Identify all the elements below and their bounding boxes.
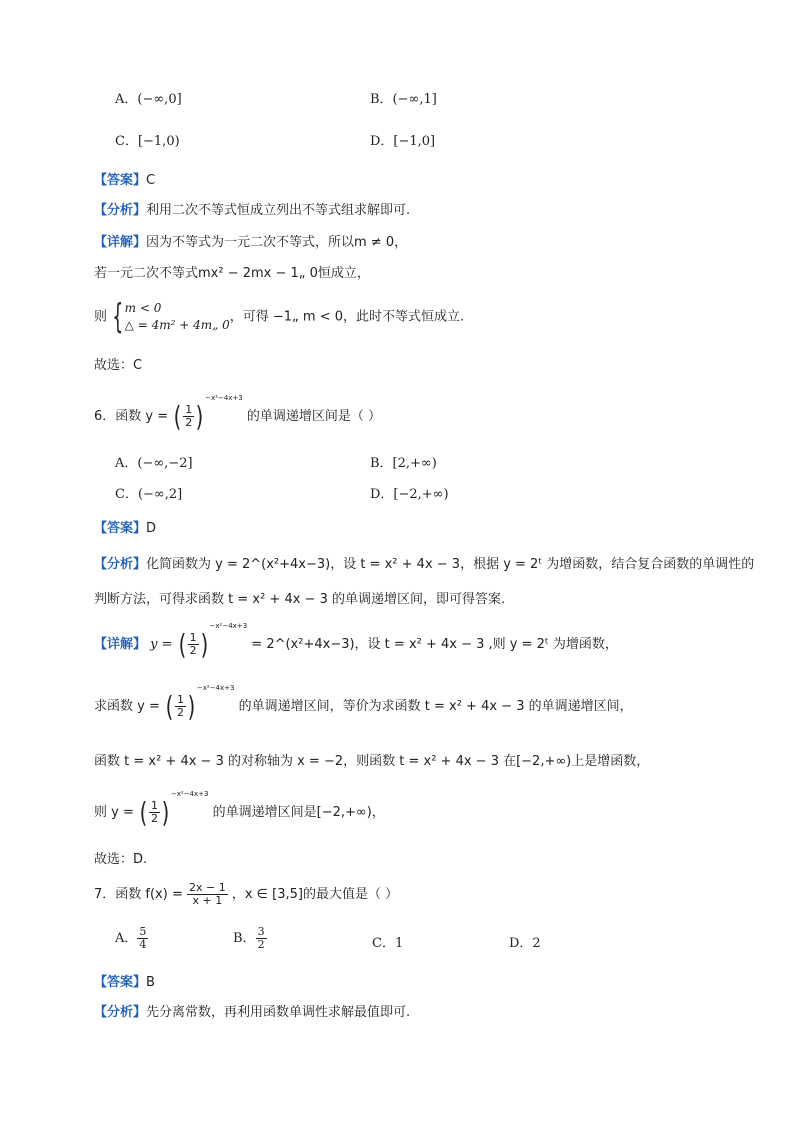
- q7-analysis: [94, 1002, 410, 1023]
- option-label: A．: [115, 931, 138, 946]
- left-paren: (: [139, 795, 148, 829]
- fraction: [175, 694, 186, 719]
- q6-detail-3: 函数 t = x² + 4x − 3 的对称轴为 x = −2，则函数 t = x² + 4x − 3 在[−2,+∞)上是增函数，: [94, 754, 650, 769]
- q5-option-c: C．[−1,0): [115, 134, 180, 149]
- q6-detail-4: [94, 790, 385, 829]
- q7-option-c: C．1: [372, 936, 404, 951]
- frac-den: 2: [189, 644, 197, 657]
- left-paren: (: [165, 689, 174, 723]
- frac-den: 4: [139, 938, 147, 951]
- q6-stem-pre: 6．函数 y =: [94, 409, 169, 424]
- answer-value: D: [146, 521, 157, 536]
- left-paren: (: [178, 627, 186, 661]
- detail4-post: 的单调递增区间是[−2,+∞)，: [212, 805, 385, 820]
- q5-choose: 故选：C: [94, 358, 143, 373]
- answer-value: C: [146, 173, 156, 188]
- answer-tag: 【答案】: [94, 975, 147, 990]
- q7-stem: [94, 880, 398, 910]
- frac-den: 2: [257, 938, 265, 951]
- detail3-post: ，可得 −1„ m < 0，此时不等式恒成立.: [229, 309, 465, 325]
- exponent: −x²−4x+3: [209, 622, 248, 630]
- detail3-pre: 则: [94, 309, 108, 325]
- q5-analysis: [94, 200, 410, 221]
- q7-option-d: D．2: [509, 936, 541, 951]
- answer-value: B: [146, 975, 155, 990]
- q7-answer: [94, 972, 155, 993]
- frac-num: 1: [185, 403, 193, 416]
- q6-stem-post: 的单调递增区间是（ ）: [246, 409, 382, 424]
- detail4-pre: 则 y =: [94, 805, 134, 820]
- frac-num: 1: [176, 693, 184, 706]
- q5-answer: [94, 170, 155, 191]
- q6-exponent: −x²−4x+3: [205, 394, 243, 402]
- q5-detail-1: [94, 232, 407, 253]
- option-fraction: [137, 926, 148, 951]
- left-paren: (: [173, 399, 182, 433]
- q6-choose: 故选：D.: [94, 852, 148, 867]
- frac-num: 5: [139, 925, 147, 938]
- answer-tag: 【答案】: [94, 173, 147, 188]
- detail2-post: 的单调递增区间，等价为求函数 t = x² + 4x − 3 的单调递增区间，: [238, 699, 633, 714]
- frac-den: 2: [150, 812, 158, 825]
- inequality-system: [125, 300, 230, 334]
- q7-option-b: [233, 926, 267, 951]
- q5-detail-2: 若一元二次不等式mx² − 2mx − 1„ 0恒成立，: [94, 266, 370, 281]
- frac-den: 2: [176, 706, 184, 719]
- system-line-1: m < 0: [124, 301, 162, 315]
- q6-answer: [94, 518, 156, 539]
- detail-text: 因为不等式为一元二次不等式，所以m ≠ 0，: [146, 235, 408, 250]
- q6-fraction: [183, 404, 194, 429]
- analysis-tag: 【分析】: [94, 203, 147, 218]
- right-paren: ): [187, 689, 196, 723]
- detail1-post: = 2^(x²+4x−3)，设 t = x² + 4x − 3 ,则 y = 2ᵗ 为增函数，: [251, 637, 618, 652]
- frac-num: 3: [257, 925, 265, 938]
- frac-num: 1: [189, 631, 197, 644]
- q6-analysis-2: 判断方法，可得求函数 t = x² + 4x − 3 的单调递增区间，即可得答案.: [94, 592, 506, 607]
- answer-tag: 【答案】: [94, 521, 147, 536]
- option-fraction: [256, 926, 267, 951]
- frac-num: 2x − 1: [188, 881, 226, 894]
- q7-stem-post: ，x ∈ [3,5]的最大值是（ ）: [231, 887, 399, 902]
- q5-detail-3: [94, 297, 465, 337]
- q6-detail-2: [94, 684, 633, 723]
- q6-option-c: C．(−∞,2]: [115, 487, 183, 502]
- analysis-text: 化简函数为 y = 2^(x²+4x−3)，设 t = x² + 4x − 3，根据 y = 2ᵗ 为增函数，结合复合函数的单调性的: [146, 557, 755, 572]
- fraction: [149, 800, 160, 825]
- frac-den: x + 1: [192, 894, 223, 907]
- analysis-text: 先分离常数，再利用函数单调性求解最值即可.: [146, 1005, 411, 1020]
- q5-option-a: A．(−∞,0]: [115, 92, 182, 107]
- analysis-tag: 【分析】: [94, 557, 147, 572]
- q5-option-b: B．(−∞,1]: [370, 92, 437, 107]
- system-line-2: △ = 4m² + 4m„ 0: [124, 318, 230, 332]
- q6-option-a: A．(−∞,−2]: [115, 456, 193, 471]
- q7-option-a: [115, 926, 148, 951]
- fraction: [188, 632, 199, 657]
- brace-symbol: {: [112, 297, 124, 337]
- detail2-pre: 求函数 y =: [94, 699, 160, 714]
- q7-fraction: [187, 882, 228, 907]
- q6-option-b: B．[2,+∞): [370, 456, 437, 471]
- detail-tag: 【详解】: [94, 637, 147, 652]
- detail-tag: 【详解】: [94, 235, 147, 250]
- q6-stem: [94, 394, 382, 433]
- exponent: −x²−4x+3: [196, 684, 235, 692]
- detail1-pre: y =: [150, 637, 173, 652]
- q5-option-d: D．[−1,0]: [370, 134, 436, 149]
- analysis-tag: 【分析】: [94, 1005, 147, 1020]
- q6-option-d: D．[−2,+∞): [370, 487, 449, 502]
- q6-detail-1: [94, 622, 618, 661]
- q7-stem-pre: 7．函数 f(x) =: [94, 887, 183, 902]
- right-paren: ): [161, 795, 170, 829]
- option-label: B．: [233, 931, 256, 946]
- frac-den: 2: [185, 416, 193, 429]
- right-paren: ): [200, 627, 208, 661]
- right-paren: ): [195, 399, 204, 433]
- frac-num: 1: [150, 799, 158, 812]
- q6-analysis-1: [94, 554, 754, 575]
- analysis-text: 利用二次不等式恒成立列出不等式组求解即可.: [146, 203, 411, 218]
- exponent: −x²−4x+3: [170, 790, 209, 798]
